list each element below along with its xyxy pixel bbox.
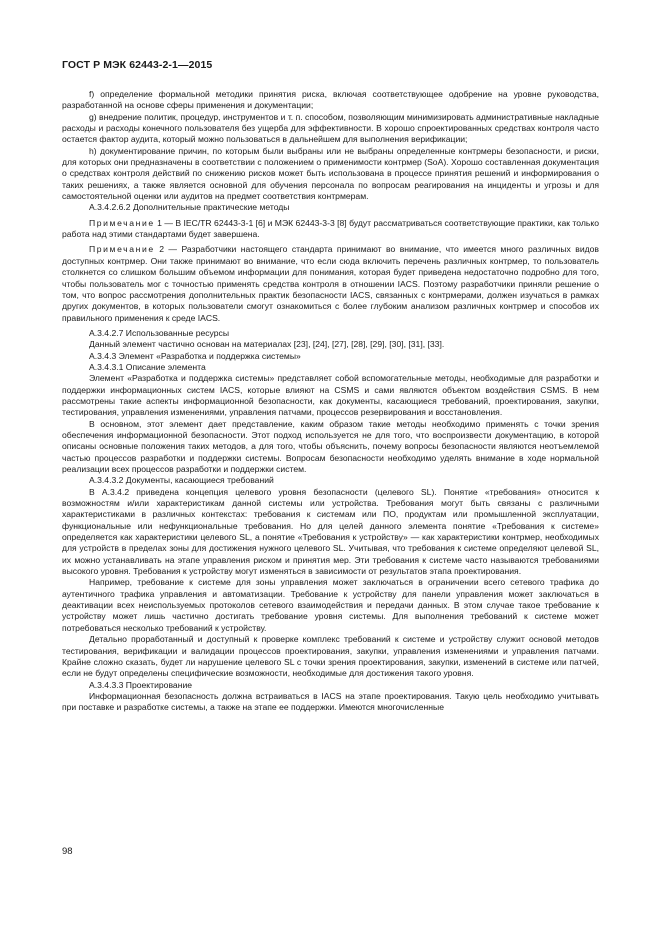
body-paragraph: Информационная безопасность должна встраиваться в IACS на этапе проектирования. Такую цель необходимо учитывать при поставке и разработке системы, а также на этапе ее поддержки. Имеются многочисленные — [62, 690, 599, 713]
note-2 — [62, 244, 599, 323]
note-2-label: Примечание — [89, 244, 155, 255]
list-item-f: f) определение формальной методики принятия риска, включая соответствующее одобрение на уровне руководства, разработанной на основе сферы применения и документации; — [62, 89, 599, 111]
body-paragraph: Элемент «Разработка и поддержка системы» представляет собой вспомогательные методы, необходимые для разработки и поддержки информационных систем IACS, которые влияют на CSMS и сами являются объектом воздействия CSMS. В нем рассмотрены такие аспекты информационной безопасности, как документы, касающиеся требований, проектирования, закупки, тестирования, управления изменениями, управления патчами, процессов резервирования и восстановления. — [62, 373, 599, 418]
section-heading: A.3.4.3.3 Проектирование — [89, 679, 193, 690]
page-number: 98 — [62, 846, 73, 857]
note-1 — [62, 218, 599, 241]
note-2-text: 2 — Разработчики настоящего стандарта принимают во внимание, что имеется много различных видов доступных контрмер. Они также принимают во внимание, что если сюда включить перечень различных контрмер, то пользователь столкнется со слишком большим объемом информации для понимания, которая будет приведена недостаточно подробно для того, чтобы пользователь мог с точностью применять средства контроля в отношении IACS. Поэтому разработчики приняли решение о том, что вопрос рассмотрения дополнительных практик безопасности IACS, связанных с контрмерами, должен изучаться в рамках других документов, в которых пользователи смогут ознакомиться с более глубоким анализом различных контрмер и способов их правильного применения к среде IACS. — [62, 244, 599, 323]
note-1-label: Примечание — [89, 217, 155, 228]
section-heading: A.3.4.3.2 Документы, касающиеся требований — [89, 475, 274, 486]
standard-header: ГОСТ Р МЭК 62443-2-1—2015 — [62, 59, 213, 71]
body-paragraph: В A.3.4.2 приведена концепция целевого уровня безопасности (целевого SL). Понятие «требования» относится к возможностям и/или характеристикам данной системы или устройства. Требования могут быть связаны с различными характеристиками в различных контекстах: требования к системам или ПО, продуктам или промышленной эксплуатации, функциональные или нефункциональные требования. Но для целей данного элемента понятие «Требования к системе» определяется как характеристики целевого SL, а понятие «Требования к устройству» — как характеристики контрмер, необходимых для устройств в пределах зоны для достижения нужного целевого SL. Учитывая, что требования к системе определяют целевой SL, их можно устанавливать на этапе управления риском и принятия мер. Эти требования к системе часто называются требованиями высокого уровня. Требования к устройству могут изменяться в зависимости от результатов этапа проектирования. — [62, 486, 599, 577]
body-paragraph: Детально проработанный и доступный к проверке комплекс требований к системе и устройству служит основой методов тестирования, верификации и валидации процессов проектирования, закупки, управления изменениями и управления патчами. Крайне сложно сказать, будет ли нарушение целевого SL с точки зрения проектирования, закупки, изменений в системе или патчей, если не будут определены специфические возможности, необходимые для достижения такого уровня. — [62, 634, 599, 679]
body-paragraph: Например, требование к системе для зоны управления может заключаться в ограничении всего сетевого трафика до аутентичного трафика управления и автоматизации. Требование к устройству для панели управления может заключаться в деактивации всех неиспользуемых протоколов сетевого взаимодействия и передачи данных. В этом случае такое требование к устройству может лишь частично достигать требование уровня системы. Для выполнения требований к системе может потребоваться несколько требований к устройству. — [62, 577, 599, 633]
note-1-text: 1 — В IEC/TR 62443-3-1 [6] и МЭК 62443-3-3 [8] будут рассматриваться соответствующие практики, как только работа над этими стандартами будет завершена. — [62, 217, 599, 240]
section-heading: A.3.4.3 Элемент «Разработка и поддержка системы» — [89, 350, 301, 361]
body-paragraph: В основном, этот элемент дает представление, каким образом такие методы необходимо применять с точки зрения обеспечения информационной безопасности. Этот подход используется не для того, что воспроизвести документацию, в которой описаны основные положения таких методов, а для того, чтобы объяснить, почему вопросы безопасности являются неотъемлемой частью процессов разработки и поддержки системы. Вопросам безопасности необходимо уделять внимание в ходе нормальной реализации всех процессов разработки и поддержки систем. — [62, 418, 599, 474]
section-heading: A.3.4.2.6.2 Дополнительные практические методы — [89, 202, 290, 213]
document-body — [62, 89, 599, 714]
section-heading: A.3.4.2.7 Использованные ресурсы — [89, 327, 230, 338]
body-paragraph: Данный элемент частично основан на материалах [23], [24], [27], [28], [29], [30], [31], [33]. — [89, 339, 445, 350]
section-heading: A.3.4.3.1 Описание элемента — [89, 361, 206, 372]
list-item-h: h) документирование причин, по которым были выбраны или не выбраны определенные контрмеры безопасности, и риски, для которых они предназначены в соответствии с положением о применимости контрмер (SoA). Хорошо составленная документация о средствах контроля действий по снижению рисков может быть использована в процессе принятия решений и информирования о таких решениях, а также является основной для обучения персонала по вопросам реагирования на инциденты и угрозы и для самостоятельной оценки или аудитов на предмет соответствия контрмерам. — [62, 145, 599, 202]
list-item-g: g) внедрение политик, процедур, инструментов и т. п. способом, позволяющим минимизировать административные накладные расходы и расходы конечного пользователя без ущерба для эффективности. В хорошо спроектированных средствах контроля часто остается фактор аудита, который можно пользоваться в дальнейшем для выполнения верификации; — [62, 111, 599, 145]
